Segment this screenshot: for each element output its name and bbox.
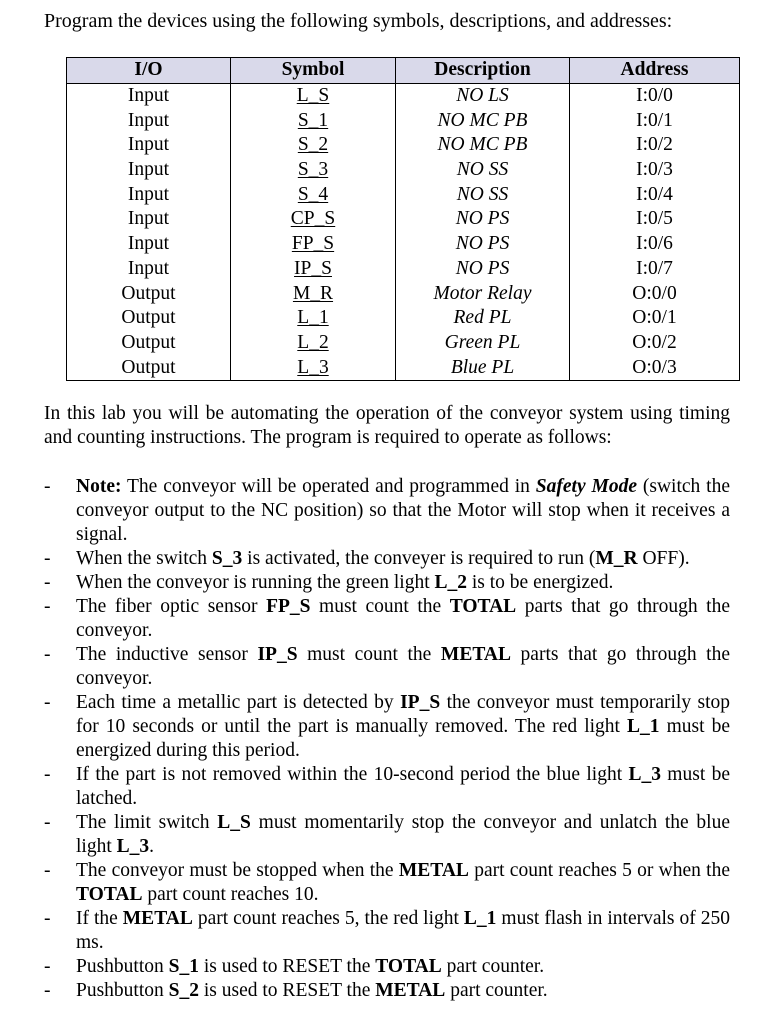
requirement-text: If the part is not removed within the 10-second period the blue light xyxy=(76,764,629,785)
cell-symbol: M_R xyxy=(231,281,396,306)
bullet-dash: - xyxy=(44,476,51,497)
requirement-text: the conveyor must temporarily stop for 10 seconds or until the part is manually removed. The red light xyxy=(76,692,730,737)
cell-symbol: L_2 xyxy=(231,331,396,356)
table-row xyxy=(67,207,740,232)
emphasis-text: L_3 xyxy=(628,764,661,785)
bullet-dash: - xyxy=(44,860,51,881)
cell-symbol: S_1 xyxy=(231,108,396,133)
bullet-dash: - xyxy=(44,596,51,617)
requirement-text: is to be energized. xyxy=(467,572,614,593)
requirement-text: part count reaches 5 or when the xyxy=(468,860,730,881)
cell-io: Input xyxy=(67,133,231,158)
requirement-text: The inductive sensor xyxy=(76,644,258,665)
cell-symbol: S_4 xyxy=(231,182,396,207)
requirement-text: is used to RESET the xyxy=(199,980,376,1001)
requirement-item xyxy=(44,811,730,859)
page-heading: Program the devices using the following symbols, descriptions, and addresses: xyxy=(44,10,673,32)
cell-address: O:0/1 xyxy=(570,306,740,331)
requirement-text: The limit switch xyxy=(76,812,218,833)
cell-symbol: IP_S xyxy=(231,257,396,282)
requirement-text: parts that go through the conveyor. xyxy=(76,596,730,641)
cell-address: I:0/4 xyxy=(570,182,740,207)
cell-symbol: L_S xyxy=(231,83,396,108)
cell-symbol: L_1 xyxy=(231,306,396,331)
emphasis-text: TOTAL xyxy=(375,956,442,977)
emphasis-text: L_1 xyxy=(463,908,497,929)
requirement-text: parts that go through the conveyor. xyxy=(76,644,730,689)
table-row xyxy=(67,232,740,257)
intro-paragraph: In this lab you will be automating the operation of the conveyor system using timing and counting instructions. The program is required to operate as follows: xyxy=(44,403,730,448)
requirement-text: When the conveyor is running the green light xyxy=(76,572,435,593)
emphasis-text: TOTAL xyxy=(449,596,517,617)
requirement-text: part count reaches 10. xyxy=(142,884,319,905)
requirement-item xyxy=(44,475,730,547)
cell-address: O:0/3 xyxy=(570,355,740,380)
cell-io: Input xyxy=(67,257,231,282)
bullet-dash: - xyxy=(44,812,51,833)
emphasis-text: FP_S xyxy=(266,596,311,617)
requirement-text: must flash in intervals of 250 ms. xyxy=(76,908,730,953)
requirement-text: is used to RESET the xyxy=(199,956,376,977)
bullet-dash: - xyxy=(44,644,51,665)
cell-address: I:0/3 xyxy=(570,158,740,183)
cell-address: O:0/0 xyxy=(570,281,740,306)
requirement-text: The conveyor will be operated and programmed in xyxy=(121,476,536,497)
requirement-item xyxy=(44,763,730,811)
emphasis-text: TOTAL xyxy=(76,884,143,905)
emphasis-text: M_R xyxy=(595,548,638,569)
cell-symbol: CP_S xyxy=(231,207,396,232)
requirement-text: (switch the conveyor output to the NC position) so that the Motor will stop when it receives a signal. xyxy=(76,476,730,545)
emphasis-text: IP_S xyxy=(400,692,441,713)
cell-io: Output xyxy=(67,355,231,380)
cell-description: NO SS xyxy=(396,182,570,207)
cell-io: Output xyxy=(67,331,231,356)
header-description: Description xyxy=(396,58,570,84)
requirement-item xyxy=(44,643,730,691)
cell-description: NO PS xyxy=(396,207,570,232)
table-row xyxy=(67,182,740,207)
cell-io: Output xyxy=(67,281,231,306)
requirement-item xyxy=(44,691,730,763)
requirement-text: The conveyor must be stopped when the xyxy=(76,860,399,881)
bullet-dash: - xyxy=(44,956,51,977)
bullet-dash: - xyxy=(44,908,51,929)
requirements-list xyxy=(44,475,730,1003)
requirement-item xyxy=(44,571,730,595)
emphasis-text: L_3 xyxy=(116,836,150,857)
cell-address: I:0/0 xyxy=(570,83,740,108)
emphasis-text: Note: xyxy=(76,476,122,497)
requirement-text: part counter. xyxy=(441,956,545,977)
table-row xyxy=(67,331,740,356)
emphasis-text: METAL xyxy=(122,908,193,929)
cell-address: I:0/2 xyxy=(570,133,740,158)
cell-description: Green PL xyxy=(396,331,570,356)
table-row xyxy=(67,133,740,158)
table-row xyxy=(67,306,740,331)
cell-symbol: FP_S xyxy=(231,232,396,257)
cell-address: I:0/7 xyxy=(570,257,740,282)
bullet-dash: - xyxy=(44,548,51,569)
requirement-text: must be latched. xyxy=(76,764,730,809)
emphasis-text: L_S xyxy=(217,812,251,833)
requirement-text: Pushbutton xyxy=(76,956,169,977)
cell-io: Output xyxy=(67,306,231,331)
requirement-text: The fiber optic sensor xyxy=(76,596,267,617)
emphasis-text: Safety Mode xyxy=(535,476,637,497)
cell-description: NO LS xyxy=(396,83,570,108)
emphasis-text: L_2 xyxy=(434,572,467,593)
cell-description: Blue PL xyxy=(396,355,570,380)
requirement-item xyxy=(44,595,730,643)
emphasis-text: S_1 xyxy=(168,956,200,977)
requirement-text: must be energized during this period. xyxy=(76,716,730,761)
emphasis-text: L_1 xyxy=(627,716,660,737)
emphasis-text: IP_S xyxy=(257,644,298,665)
cell-symbol: L_3 xyxy=(231,355,396,380)
bullet-dash: - xyxy=(44,980,51,1001)
header-address: Address xyxy=(570,58,740,84)
requirement-text: must count the xyxy=(297,644,441,665)
cell-description: NO PS xyxy=(396,257,570,282)
requirement-text: must momentarily stop the conveyor and unlatch the blue light xyxy=(76,812,730,857)
cell-io: Input xyxy=(67,158,231,183)
cell-io: Input xyxy=(67,232,231,257)
header-symbol: Symbol xyxy=(231,58,396,84)
cell-description: NO SS xyxy=(396,158,570,183)
cell-description: Motor Relay xyxy=(396,281,570,306)
emphasis-text: S_3 xyxy=(211,548,243,569)
requirement-text: part counter. xyxy=(445,980,548,1001)
table-row xyxy=(67,108,740,133)
cell-symbol: S_2 xyxy=(231,133,396,158)
emphasis-text: METAL xyxy=(375,980,446,1001)
header-io: I/O xyxy=(67,58,231,84)
requirement-item xyxy=(44,859,730,907)
cell-address: I:0/1 xyxy=(570,108,740,133)
cell-io: Input xyxy=(67,182,231,207)
bullet-dash: - xyxy=(44,692,51,713)
requirement-text: is activated, the conveyer is required to run ( xyxy=(242,548,596,569)
cell-io: Input xyxy=(67,108,231,133)
bullet-dash: - xyxy=(44,572,51,593)
table-row xyxy=(67,257,740,282)
requirement-text: Pushbutton xyxy=(76,980,169,1001)
table-header-row xyxy=(67,58,740,84)
requirement-item xyxy=(44,907,730,955)
requirement-text: If the xyxy=(76,908,123,929)
bullet-dash: - xyxy=(44,764,51,785)
emphasis-text: METAL xyxy=(398,860,469,881)
cell-address: I:0/5 xyxy=(570,207,740,232)
emphasis-text: S_2 xyxy=(168,980,200,1001)
requirement-text: OFF). xyxy=(637,548,690,569)
cell-description: NO MC PB xyxy=(396,108,570,133)
table-row xyxy=(67,83,740,108)
cell-address: I:0/6 xyxy=(570,232,740,257)
requirement-text: Each time a metallic part is detected by xyxy=(76,692,401,713)
table-row xyxy=(67,355,740,380)
io-address-table xyxy=(66,57,740,381)
requirement-item xyxy=(44,979,730,1003)
requirement-text: part count reaches 5, the red light xyxy=(192,908,464,929)
requirement-text: . xyxy=(149,836,155,857)
cell-address: O:0/2 xyxy=(570,331,740,356)
table-row xyxy=(67,158,740,183)
cell-description: NO MC PB xyxy=(396,133,570,158)
requirement-text: must count the xyxy=(310,596,450,617)
cell-io: Input xyxy=(67,207,231,232)
cell-description: NO PS xyxy=(396,232,570,257)
requirement-item xyxy=(44,547,730,571)
requirement-item xyxy=(44,955,730,979)
cell-io: Input xyxy=(67,83,231,108)
table-row xyxy=(67,281,740,306)
cell-description: Red PL xyxy=(396,306,570,331)
emphasis-text: METAL xyxy=(440,644,511,665)
cell-symbol: S_3 xyxy=(231,158,396,183)
requirement-text: When the switch xyxy=(76,548,212,569)
